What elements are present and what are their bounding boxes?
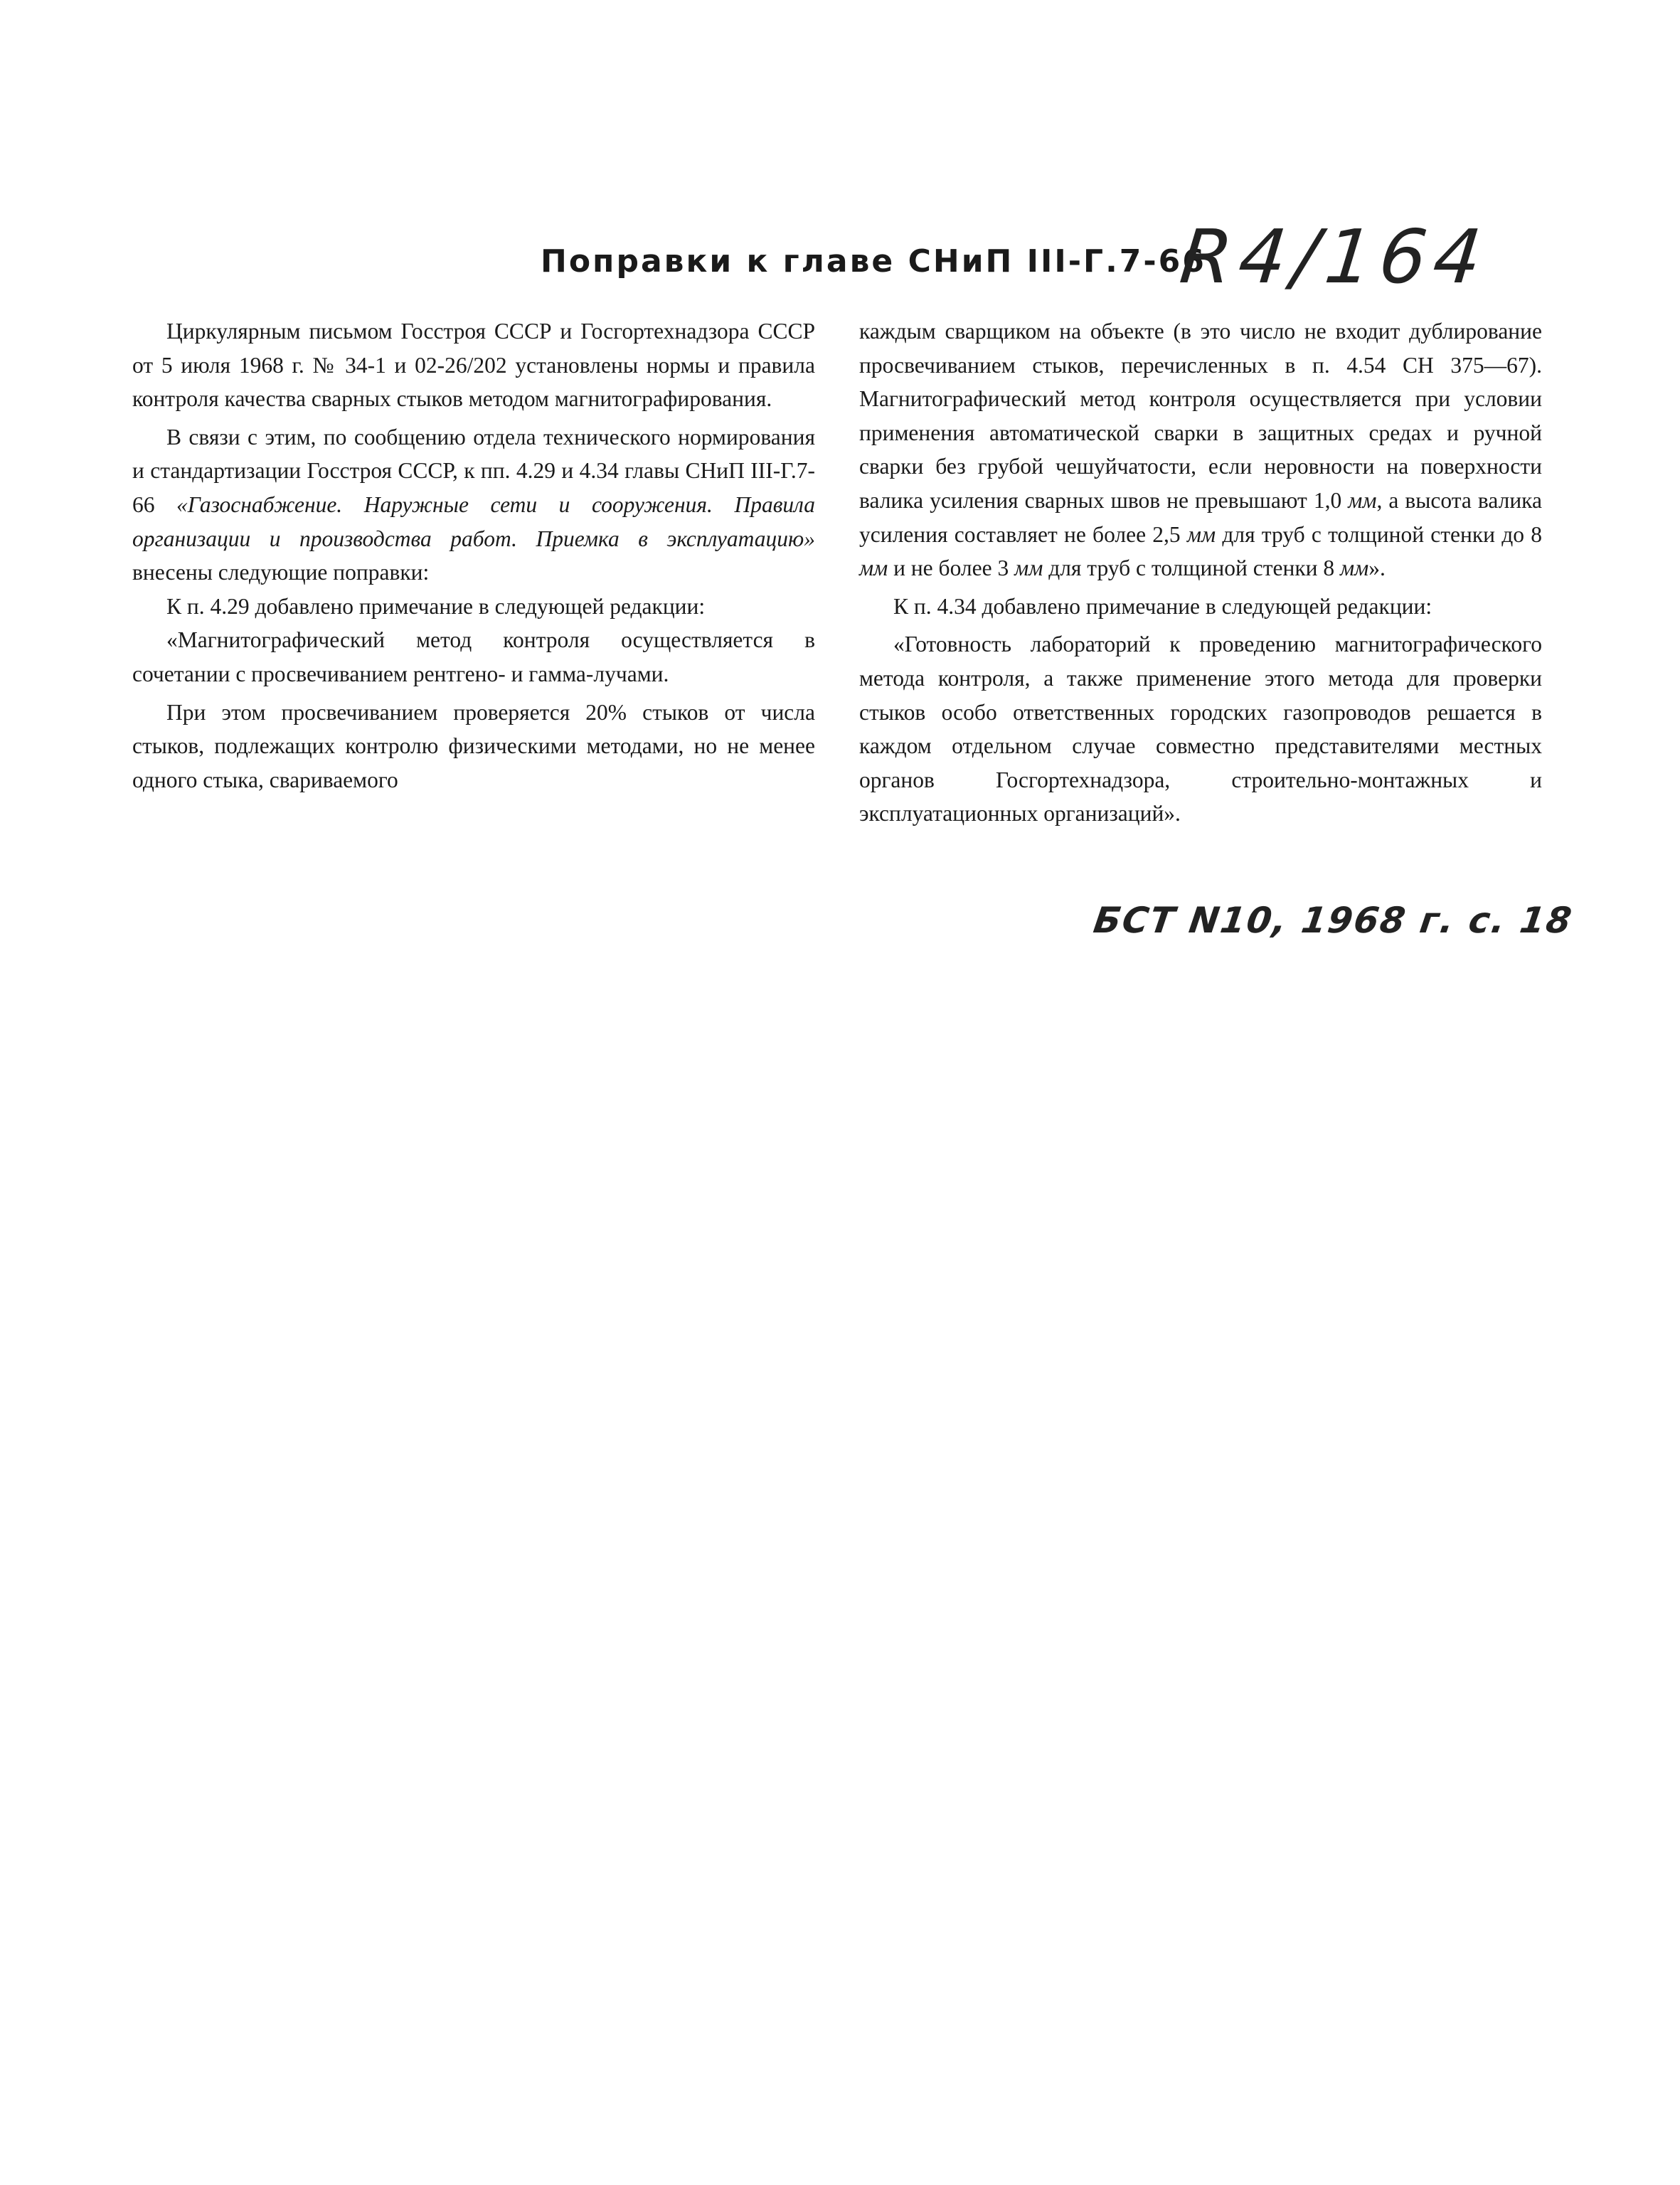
unit: мм: [1014, 555, 1043, 581]
document-title-quote: «Газоснабжение. Наружные сети и сооружения. Правила организации и производства работ. Приемка в эксплуатацию»: [132, 491, 816, 551]
left-column: [132, 314, 815, 797]
unit: мм: [1339, 555, 1369, 581]
paragraph-text: В связи с этим, по сообщению отдела технического нормирования и стандартизации Госстроя СССР, к пп. 4.29 и 4.34 главы СНиП III-Г.7-66: [132, 424, 815, 517]
paragraph: «Готовность лабораторий к проведению магнитографического метода контроля, а также применение этого метода для проверки стыков особо ответственных городских газопроводов решается в каждом отдельном случае совместно представителями местных органов Госгортехнадзора, строительно-монтажных и эксплуатационных организаций».: [859, 632, 1542, 826]
paragraph: При этом просвечиванием проверяется 20% стыков от числа стыков, подлежащих контролю физическими методами, но не менее одного стыка, свариваемого: [132, 699, 815, 792]
paragraph: [859, 314, 1542, 585]
right-column: [859, 314, 1542, 831]
page-title: Поправки к главе СНиП III-Г.7-66: [541, 243, 1206, 280]
paragraph-text: ».: [1368, 555, 1386, 581]
paragraph-text: для труб с толщиной стенки до 8: [1216, 521, 1542, 547]
paragraph: К п. 4.34 добавлено примечание в следующей редакции:: [893, 593, 1432, 619]
paragraph: «Магнитографический метод контроля осуществляется в сочетании с просвечиванием рентгено- и гамма-лучами.: [132, 627, 815, 686]
paragraph-text: и не более 3: [888, 555, 1015, 581]
paragraph-text: , а высота валика усиления составляет не более 2,5: [859, 487, 1542, 547]
paragraph: Циркулярным письмом Госстроя СССР и Госгортехнадзора СССР от 5 июля 1968 г. № 34-1 и 02-26/202 установлены нормы и правила контроля качества сварных стыков методом магнитографирования.: [132, 319, 815, 412]
handwritten-code: R4/164: [1176, 213, 1493, 300]
paragraph-text: каждым сварщиком на объекте (в это число не входит дублирование просвечиванием стыков, перечисленных в п. 4.54 СН 375—67). Магнитографический метод контроля осуществляется при условии применения автоматической сварки в защитных средах и ручной сварки без грубой чешуйчатости, если неровности на поверхности валика усиления сварных швов не превышают 1,0: [859, 319, 1542, 513]
unit: мм: [1348, 487, 1377, 513]
paragraph-text: для труб с толщиной стенки 8: [1043, 555, 1340, 581]
unit: мм: [1186, 521, 1216, 547]
handwritten-source-note: БСТ N10, 1968 г. с. 18: [1090, 900, 1575, 941]
paragraph-text: внесены следующие поправки:: [132, 560, 430, 585]
unit: мм: [859, 555, 888, 581]
paragraph: [132, 420, 815, 590]
paragraph: К п. 4.29 добавлено примечание в следующей редакции:: [166, 593, 706, 619]
